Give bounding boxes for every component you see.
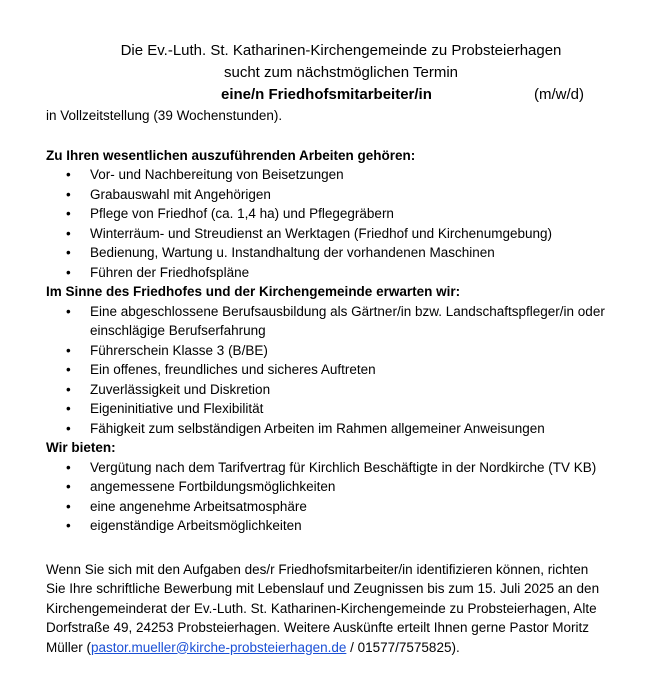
- bullet-icon: •: [66, 518, 71, 533]
- closing-line: Wenn Sie sich mit den Aufgaben des/r Friedhofsmitarbeiter/in identifizieren können, richten: [46, 561, 589, 577]
- bullet-icon: •: [66, 401, 71, 416]
- list-item: • angemessene Fortbildungsmöglichkeiten: [46, 477, 636, 497]
- spacer: [46, 536, 636, 560]
- list-item: • Führen der Friedhofspläne: [46, 263, 636, 283]
- bullet-icon: •: [66, 264, 71, 280]
- list-item: • Eigeninitiative und Flexibilität: [46, 399, 636, 419]
- job-title: eine/n Friedhofsmitarbeiter/in: [221, 86, 432, 103]
- list-item: • Zuverlässigkeit und Diskretion: [46, 380, 636, 400]
- bullet-icon: •: [66, 303, 71, 319]
- job-posting-document: [46, 40, 636, 657]
- job-title-row: [46, 84, 636, 106]
- email-link[interactable]: pastor.mueller@kirche-probsteierhagen.de: [91, 639, 347, 655]
- list-item: • Ein offenes, freundliches und sicheres Auftreten: [46, 360, 636, 380]
- list-item: • Winterräum- und Streudienst an Werktagen (Friedhof und Kirchenumgebung): [46, 224, 636, 244]
- list-item: • Eine abgeschlossene Berufsausbildung als Gärtner/in bzw. Landschaftspfleger/in oder einschlägige Berufserfahrung: [66, 303, 605, 338]
- list-item: • Fähigkeit zum selbständigen Arbeiten im Rahmen allgemeiner Anweisungen: [46, 419, 636, 439]
- bullet-icon: •: [66, 342, 71, 358]
- closing-line: Sie Ihre schriftliche Bewerbung mit Lebenslauf und Zeugnissen bis zum 15. Juli 2025 an den: [46, 581, 600, 596]
- list-item: • Führerschein Klasse 3 (B/BE): [46, 341, 636, 361]
- bullet-icon: •: [66, 420, 71, 436]
- bullet-icon: •: [66, 186, 71, 202]
- bullet-icon: •: [66, 381, 71, 397]
- expectations-list: [46, 302, 636, 439]
- bullet-icon: •: [66, 498, 71, 514]
- list-item: • Vor- und Nachbereitung von Beisetzungen: [46, 165, 636, 185]
- spacer: [46, 126, 636, 146]
- bullet-icon: •: [66, 225, 71, 241]
- closing-line: Müller (pastor.mueller@kirche-probsteierhagen.de / 01577/7575825).: [46, 639, 460, 655]
- tasks-list: [46, 165, 636, 282]
- bullet-icon: •: [66, 362, 71, 377]
- tasks-heading: Zu Ihren wesentlichen auszuführenden Arbeiten gehören:: [46, 147, 416, 163]
- list-item: • eine angenehme Arbeitsatmosphäre: [46, 497, 636, 517]
- closing-line: Kirchengemeinderat der Ev.-Luth. St. Katharinen-Kirchengemeinde zu Probsteierhagen, Alte: [46, 600, 597, 616]
- bullet-icon: •: [66, 206, 71, 221]
- expectations-heading: Im Sinne des Friedhofes und der Kirchengemeinde erwarten wir:: [46, 284, 461, 299]
- bullet-icon: •: [66, 479, 71, 494]
- list-item: • eigenständige Arbeitsmöglichkeiten: [46, 516, 636, 536]
- list-item: • Grabauswahl mit Angehörigen: [46, 185, 636, 205]
- header-line-2: sucht zum nächstmöglichen Termin: [224, 64, 458, 81]
- offer-heading: Wir bieten:: [46, 440, 116, 455]
- bullet-icon: •: [66, 459, 71, 475]
- list-item: • Bedienung, Wartung u. Instandhaltung der vorhandenen Maschinen: [46, 243, 636, 263]
- bullet-icon: •: [66, 167, 71, 182]
- gender-note: (m/w/d): [534, 86, 584, 103]
- bullet-icon: •: [66, 245, 71, 260]
- offer-list: [46, 458, 636, 536]
- closing-line: Dorfstraße 49, 24253 Probsteierhagen. Weitere Auskünfte erteilt Ihnen gerne Pastor Moritz: [46, 620, 590, 635]
- list-item: • Pflege von Friedhof (ca. 1,4 ha) und Pflegegräbern: [46, 204, 636, 224]
- closing-paragraph: [46, 560, 636, 658]
- list-item: • Vergütung nach dem Tarifvertrag für Kirchlich Beschäftigte in der Nordkirche (TV KB): [46, 458, 636, 478]
- header-line-1: Die Ev.-Luth. St. Katharinen-Kirchengemeinde zu Probsteierhagen: [120, 42, 562, 59]
- employment-type: in Vollzeitstellung (39 Wochenstunden).: [46, 108, 283, 123]
